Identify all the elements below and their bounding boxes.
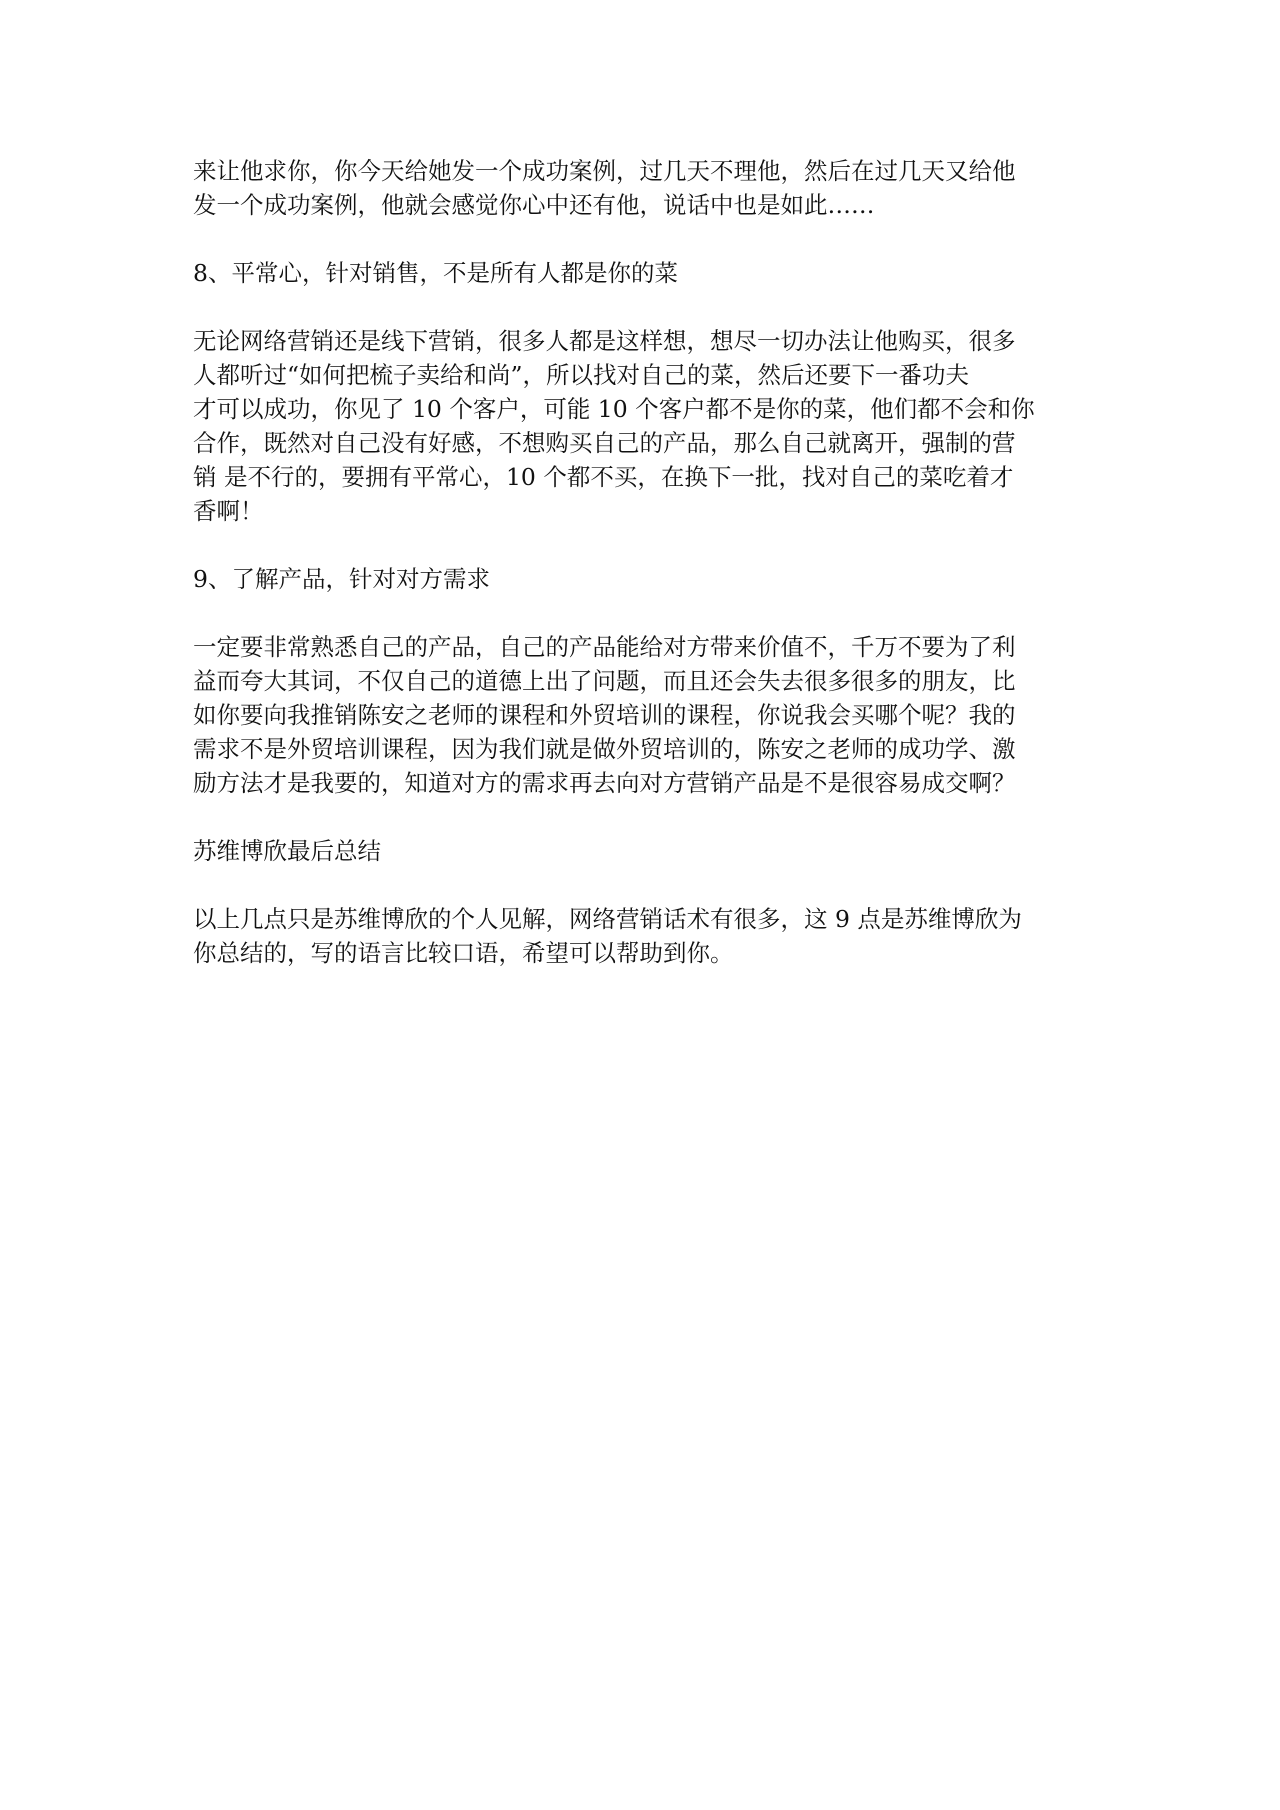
paragraph-line: 人都听过“如何把梳子卖给和尚”，所以找对自己的菜，然后还要下一番功夫 bbox=[193, 361, 970, 389]
paragraph-line: 才可以成功，你见了 10 个客户，可能 10 个客户都不是你的菜，他们都不会和你 bbox=[193, 395, 1035, 423]
paragraph-line: 励方法才是我要的，知道对方的需求再去向对方营销产品是不是很容易成交啊？ bbox=[193, 769, 1016, 797]
paragraph-line: 你总结的，写的语言比较口语，希望可以帮助到你。 bbox=[193, 939, 734, 967]
section-8-heading: 8、平常心，针对销售，不是所有人都是你的菜 bbox=[193, 259, 678, 287]
paragraph-line: 香啊！ bbox=[193, 497, 264, 525]
paragraph-line: 来让他求你，你今天给她发一个成功案例，过几天不理他，然后在过几天又给他 bbox=[193, 157, 1016, 185]
paragraph-line: 需求不是外贸培训课程，因为我们就是做外贸培训的，陈安之老师的成功学、激 bbox=[193, 735, 1016, 763]
paragraph-line: 无论网络营销还是线下营销，很多人都是这样想，想尽一切办法让他购买，很多 bbox=[193, 327, 1016, 355]
section-9-paragraph bbox=[193, 630, 1093, 800]
paragraph-line: 销 是不行的，要拥有平常心，10 个都不买，在换下一批，找对自己的菜吃着才 bbox=[193, 463, 1014, 491]
paragraph-line: 发一个成功案例，他就会感觉你心中还有他，说话中也是如此…… bbox=[193, 191, 875, 219]
summary-heading: 苏维博欣最后总结 bbox=[193, 837, 381, 865]
document-body bbox=[193, 154, 1093, 1004]
summary-paragraph bbox=[193, 902, 1093, 970]
paragraph-line: 益而夸大其词，不仅自己的道德上出了问题，而且还会失去很多很多的朋友，比 bbox=[193, 667, 1016, 695]
paragraph-line: 一定要非常熟悉自己的产品，自己的产品能给对方带来价值不，千万不要为了利 bbox=[193, 633, 1016, 661]
paragraph-line: 合作，既然对自己没有好感，不想购买自己的产品，那么自己就离开，强制的营 bbox=[193, 429, 1016, 457]
paragraph-line: 如你要向我推销陈安之老师的课程和外贸培训的课程，你说我会买哪个呢？我的 bbox=[193, 701, 1016, 729]
paragraph-line: 以上几点只是苏维博欣的个人见解，网络营销话术有很多，这 9 点是苏维博欣为 bbox=[193, 905, 1022, 933]
section-9-heading: 9、了解产品，针对对方需求 bbox=[193, 565, 490, 593]
intro-paragraph bbox=[193, 154, 1093, 222]
section-8-paragraph bbox=[193, 324, 1093, 528]
